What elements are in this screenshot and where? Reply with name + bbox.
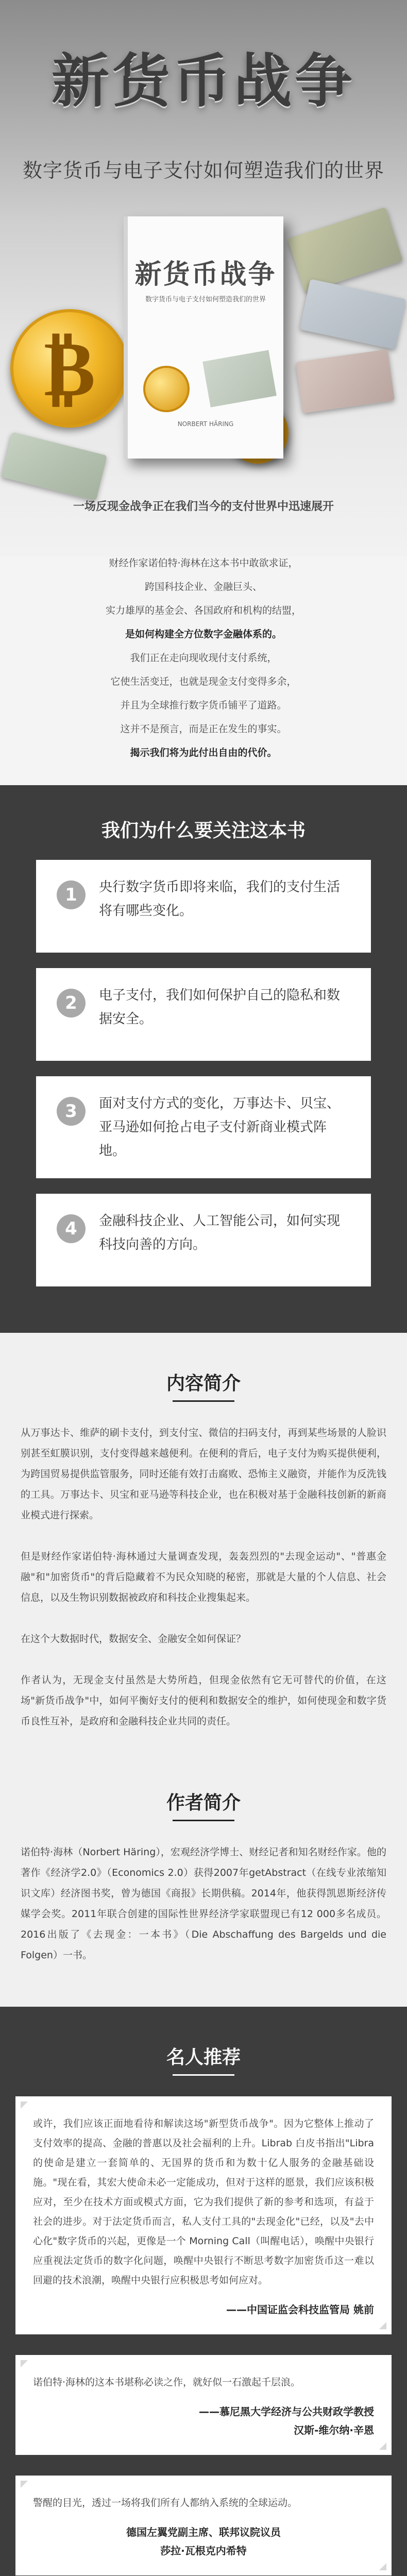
recommend-card: [15, 2355, 392, 2455]
intro-line: 揭示我们将为此付出自由的代价。: [130, 747, 277, 758]
recommend-byline-line: ——慕尼黑大学经济与公共财政学教授: [199, 2405, 374, 2418]
recommend-text: 警醒的目光，透过一场将我们所有人都纳入系统的全球运动。: [33, 2497, 298, 2509]
content-paragraph: 但是财经作家诺伯特·海林通过大量调查发现，轰轰烈烈的"去现金运动"、"普惠金融"和"加密货币"的背后隐藏着不为民众知晓的秘密，那就是大量的个人信息、社会信息，以及生物识别数据被政府和科技企业搜集起来。: [21, 1551, 386, 1603]
content-paragraph: 作者认为，无现金支付虽然是大势所趋，但现金依然有它无可替代的价值，在这场"新货币战争"中，如何平衡好支付的便利和数据安全的维护，如何使现金和数字货币良性互补，是政府和金融科技企业共同的责任。: [21, 1674, 386, 1727]
recommend-byline-line: 德国左翼党副主席、联邦议院议员: [126, 2526, 281, 2538]
why-section: [0, 785, 407, 1333]
content-section: [0, 1333, 407, 1773]
book-cover-author: NORBERT HÄRING: [177, 420, 234, 428]
title-underline: [173, 1400, 234, 1402]
why-item-text: 金融科技企业、人工智能公司，如何实现科技向善的方向。: [99, 1213, 341, 1252]
intro-line: 并且为全球推行数字货币铺平了道路。: [120, 700, 287, 711]
recommend-byline-line: ——中国证监会科技监管局 姚前: [226, 2303, 374, 2316]
why-item: [36, 860, 371, 953]
author-section: [0, 1773, 407, 2007]
intro-line: 实力雄厚的基金会、各国政府和机构的结盟，: [105, 605, 301, 616]
intro-line: 是如何构建全方位数字金融体系的。: [125, 629, 282, 640]
why-item-text: 面对支付方式的变化，万事达卡、贝宝、亚马逊如何抢占电子支付新商业模式阵地。: [99, 1096, 341, 1159]
intro-line: 财经作家诺伯特·海林在这本书中敢欲求证，: [109, 557, 298, 569]
title-underline: [173, 1820, 234, 1821]
recommend-byline-line: 莎拉·瓦根克内希特: [160, 2545, 247, 2557]
intro-line: 它使生活变迁，也就是现金支付变得多余，: [110, 676, 297, 687]
intro-line: 这并不是预言，而是正在发生的事实。: [120, 723, 287, 735]
why-item: [36, 968, 371, 1061]
why-item-text: 央行数字货币即将来临，我们的支付生活将有哪些变化。: [99, 879, 341, 919]
why-item-text: 电子支付，我们如何保护自己的隐私和数据安全。: [99, 988, 341, 1027]
recommend-text: 或许，我们应该正面地看待和解读这场"新型货币战争"。因为它整体上推动了支付效率的提高、金融的普惠以及社会福利的上升。Librab 白皮书指出"Libra 的使命是建立一套简单的、无国界的货币和为数十亿人服务的金融基础设施。"现在看，其宏大使命未必一定能成功，但对于这样的愿景，我们应该积极应对，至少在技术方面或模式方面，它为我们提供了新的参考和选项，有益于社会的进步。对于法定货币而言，私人支付工具的"去现金化"已经，以及"去中心化"数字货币的兴起，更像是一个 Morning Call（叫醒电话），唤醒中央银行应重视法定货币的数字化问题，唤醒中央银行不断思考数字加密货币这一难以回避的技术浪潮，唤醒中央银行应积极思考如何应对。: [33, 2118, 374, 2286]
book-cover-title: 新货币战争: [134, 259, 277, 290]
book-cover-subtitle: 数字货币与电子支付如何塑造我们的世界: [145, 296, 266, 303]
author-paragraph: 诺伯特·海林（Norbert Häring），宏观经济学博士、财经记者和知名财经作家。他的著作《经济学2.0》（Economics 2.0）获得2007年getAbstract（在线专业浓缩知识文库）经济图书奖，曾为德国《商报》长期供稿。2014年，他获得凯恩斯经济传媒学会奖。2011年联合创建的国际性世界经济学家联盟现已有12 000多名成员。2016出版了《去现金：一本书》（Die Abschaffung des Bargelds und die Folgen）一书。: [21, 1846, 386, 1961]
recommend-byline: [33, 2523, 374, 2560]
number-badge: 2: [57, 989, 86, 1018]
recommend-section: [0, 2007, 407, 2576]
section-title: 内容简介: [166, 1373, 241, 1394]
intro-headline: 一场反现金战争正在我们当今的支付世界中迅速展开: [73, 500, 334, 513]
intro-line: 跨国科技企业、金融巨头、: [144, 581, 262, 592]
bitcoin-coin-icon: ₿: [10, 309, 129, 428]
recommend-byline-line: 汉斯-维尔纳·辛恩: [294, 2424, 374, 2436]
intro-text: [0, 551, 407, 785]
why-item: [36, 1076, 371, 1178]
hero-banner: [0, 0, 407, 556]
number-badge: 4: [57, 1214, 86, 1243]
title-underline: [173, 2074, 234, 2076]
book-banknote-image: [202, 350, 277, 407]
banknote-image: [287, 207, 403, 293]
recommend-byline: [33, 2402, 374, 2439]
number-badge: 3: [57, 1097, 86, 1126]
hero-subtitle: 数字货币与电子支付如何塑造我们的世界: [22, 159, 384, 182]
why-item: [36, 1194, 371, 1286]
book-coin-icon: [143, 366, 190, 412]
section-title: 作者简介: [166, 1792, 241, 1814]
banknote-image: [296, 349, 395, 413]
recommend-card: [15, 2096, 392, 2334]
recommend-byline: [33, 2300, 374, 2319]
content-paragraph: 在这个大数据时代，数据安全、金融安全如何保证？: [21, 1633, 246, 1645]
section-title: 我们为什么要关注这本书: [101, 820, 306, 841]
content-paragraph: 从万事达卡、维萨的刷卡支付，到支付宝、微信的扫码支付，再到某些场景的人脸识别甚至虹膜识别，支付变得越来越便利。在便利的背后，电子支付为购买提供便利，为跨国贸易提供监管服务，同时还能有效打击腐败、恐怖主义融资，并能作为反洗钱的工具。万事达卡、贝宝和亚马逊等科技企业，也在积极对基于金融科技创新的新商业模式进行探索。: [21, 1427, 386, 1521]
hero-title: 新货币战争: [52, 48, 355, 115]
book-cover: [124, 216, 283, 459]
intro-headline-wrap: [0, 495, 407, 519]
banknote-image: [300, 279, 406, 349]
section-title: 名人推荐: [166, 2047, 241, 2068]
recommend-text: 诺伯特·海林的这本书堪称必读之作，就好似一石激起千层浪。: [33, 2377, 301, 2388]
intro-line: 我们正在走向现收现付支付系统，: [130, 652, 277, 664]
number-badge: 1: [57, 880, 86, 909]
recommend-card: [15, 2476, 392, 2575]
banknote-image: [1, 432, 107, 500]
